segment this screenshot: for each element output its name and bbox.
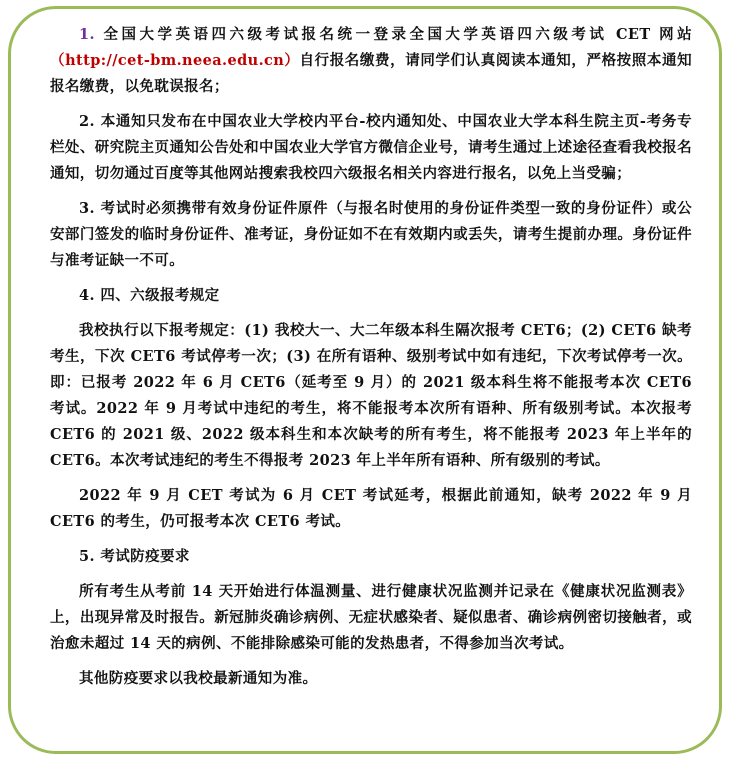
item-4-heading: 4. 四、六级报考规定	[79, 287, 220, 304]
cet-website-link[interactable]: （http://cet-bm.neea.edu.cn）	[50, 52, 300, 69]
notice-content	[50, 22, 692, 692]
item-5-epidemic-requirements: 所有考生从考前 14 天开始进行体温测量、进行健康状况监测并记录在《健康状况监测表》上，出现异常及时报告。新冠肺炎确诊病例、无症状感染者、疑似患者、确诊病例密切接触者，或治愈未超过 14 天的病例、不能排除感染可能的发热患者，不得参加当次考试。	[50, 583, 692, 652]
item-4-regulations: 我校执行以下报考规定：(1) 我校大一、大二年级本科生隔次报考 CET6；(2) CET6 缺考考生，下次 CET6 考试停考一次；(3) 在所有语种、级别考试中如有违纪，下次考试停考一次。即：已报考 2022 年 6 月 CET6（延考至 9 月）的 2021 级本科生将不能报考本次 CET6 考试。2022 年 9 月考试中违纪的考生，将不能报考本次所有语种、所有级别考试。本次报考 CET6 的 2021 级、2022 级本科生和本次缺考的所有考生，将不能报考 2023 年上半年的 CET6。本次考试违纪的考生不得报考 2023 年上半年所有语种、所有级别的考试。	[50, 322, 692, 469]
item-5-note: 其他防疫要求以我校最新通知为准。	[79, 670, 318, 687]
item-1-registration	[50, 22, 692, 100]
item-3-id-documents: 3. 考试时必须携带有效身份证件原件（与报名时使用的身份证件类型一致的身份证件）或公安部门签发的临时身份证件、准考证，身份证如不在有效期内或丢失，请考生提前办理。身份证件与准考证缺一不可。	[50, 200, 692, 269]
item-2-official-channels: 2. 本通知只发布在中国农业大学校内平台-校内通知处、中国农业大学本科生院主页-考务专栏处、研究院主页通知公告处和中国农业大学官方微信企业号，请考生通过上述途径查看我校报名通知，切勿通过百度等其他网站搜索我校四六级报名相关内容进行报名，以免上当受骗；	[50, 113, 692, 182]
item-5-heading: 5. 考试防疫要求	[79, 548, 190, 565]
item-1-text-a: 全国大学英语四六级考试报名统一登录全国大学英语四六级考试 CET 网站	[94, 26, 692, 43]
item-1-number: 1.	[79, 26, 95, 43]
item-4-note: 2022 年 9 月 CET 考试为 6 月 CET 考试延考，根据此前通知，缺考 2022 年 9 月 CET6 的考生，仍可报考本次 CET6 考试。	[50, 487, 692, 530]
item-1-text-b: 自行报名缴费，请同学们认真阅读本通知，严格按照本通知报名缴费，以免耽误报名；	[50, 52, 692, 95]
